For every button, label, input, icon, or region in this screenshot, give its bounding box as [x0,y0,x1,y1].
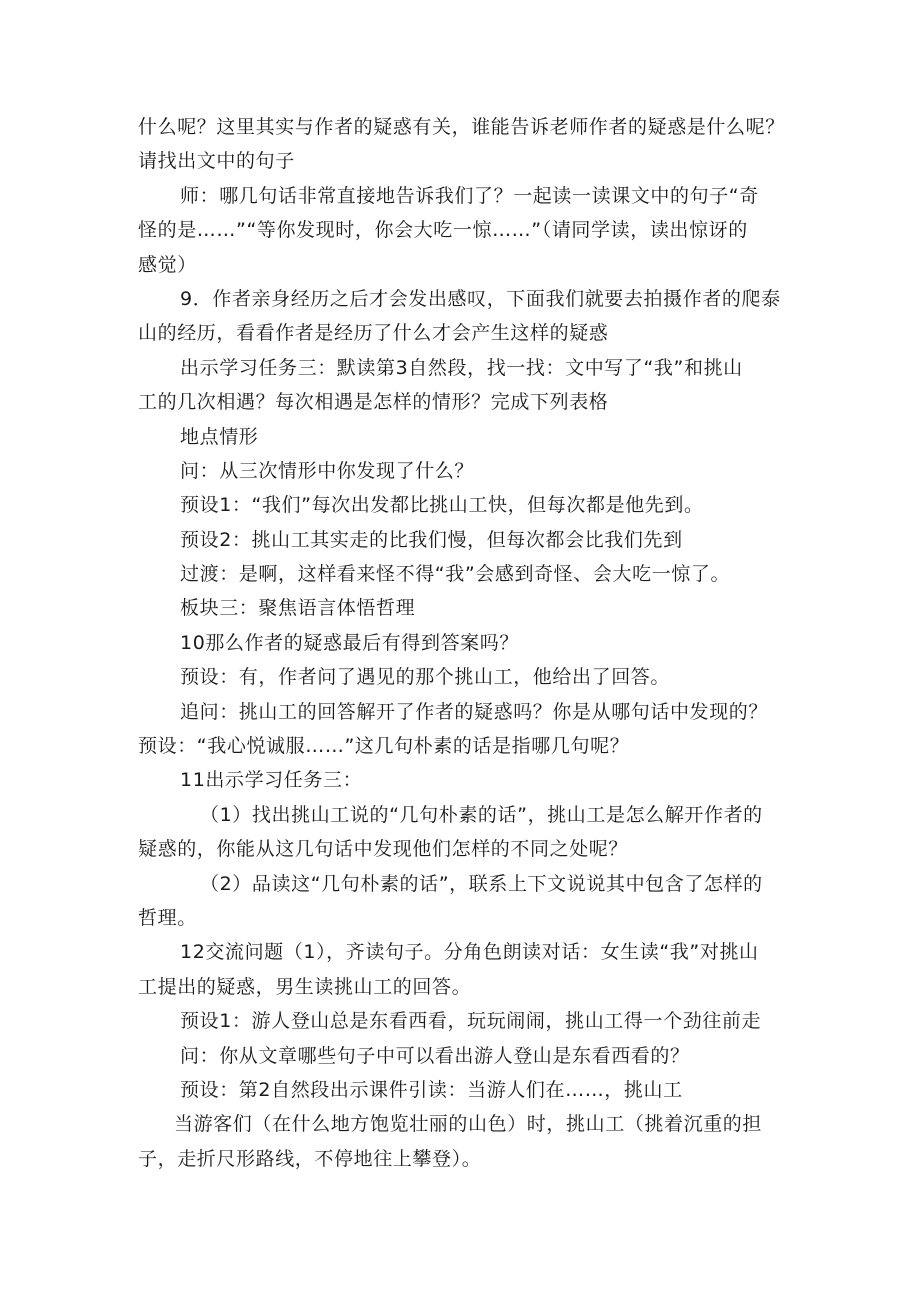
text-line: （1）找出挑山工说的“几句朴素的话”，挑山工是怎么解开作者的 [200,803,763,826]
text-line: 出示学习任务三：默读第3自然段，找一找：文中写了“我”和挑山 [180,356,743,379]
text-line: 哲理。 [138,906,197,929]
text-line: （2）品读这“几句朴素的话”，联系上下文说说其中包含了怎样的 [200,872,763,895]
text-line: 感觉） [138,253,197,276]
text-line: 追问：挑山工的回答解开了作者的疑惑吗？你是从哪句话中发现的？ [180,700,769,723]
text-line: 9．作者亲身经历之后才会发出感叹，下面我们就要去拍摄作者的爬泰 [180,287,781,310]
text-line: 12交流问题（1），齐读句子。分角色朗读对话：女生读“我”对挑山 [180,941,759,964]
text-line: 地点情形 [180,425,259,448]
text-line: 疑惑的，你能从这几句话中发现他们怎样的不同之处呢？ [138,838,629,861]
text-line: 问：你从文章哪些句子中可以看出游人登山是东看西看的？ [180,1044,690,1067]
text-line: 过渡：是啊，这样看来怪不得“我”会感到奇怪、会大吃一惊了。 [180,563,731,586]
text-line: 山的经历，看看作者是经历了什么才会产生这样的疑惑 [138,322,609,345]
text-line: 11出示学习任务三： [180,769,363,792]
text-line: 预设2：挑山工其实走的比我们慢，但每次都会比我们先到 [180,528,683,551]
text-line: 请找出文中的句子 [138,150,295,173]
text-line: 子，走折尺形路线，不停地往上攀登）。 [138,1147,482,1170]
text-line: 当游客们（在什么地方饱览壮丽的山色）时，挑山工（挑着沉重的担 [174,1113,763,1136]
text-line: 10那么作者的疑惑最后有得到答案吗？ [180,631,519,654]
text-line: 问：从三次情形中你发现了什么？ [180,459,475,482]
text-line: 板块三：聚焦语言体悟哲理 [180,597,416,620]
text-line: 预设：有，作者问了遇见的那个挑山工，他给出了回答。 [180,666,671,689]
text-line: 预设1：游人登山总是东看西看，玩玩闹闹，挑山工得一个劲往前走 [180,1010,762,1033]
text-line: 工提出的疑惑，男生读挑山工的回答。 [138,975,472,998]
text-line: 怪的是……”“等你发现时，你会大吃一惊……”（请同学读，读出惊讶的 [138,219,748,242]
text-line: 预设：第2自然段出示课件引读：当游人们在……，挑山工 [180,1078,683,1101]
text-line: 什么呢？这里其实与作者的疑惑有关，谁能告诉老师作者的疑惑是什么呢？ [138,116,785,138]
text-line: 师：哪几句话非常直接地告诉我们了？一起读一读课文中的句子“奇 [180,184,759,207]
text-line: 工的几次相遇？每次相遇是怎样的情形？完成下列表格 [138,391,609,414]
text-line: 预设1：“我们”每次出发都比挑山工快，但每次都是他先到。 [180,494,704,517]
text-line: 预设：“我心悦诚服……”这几句朴素的话是指哪几句呢？ [138,735,630,758]
